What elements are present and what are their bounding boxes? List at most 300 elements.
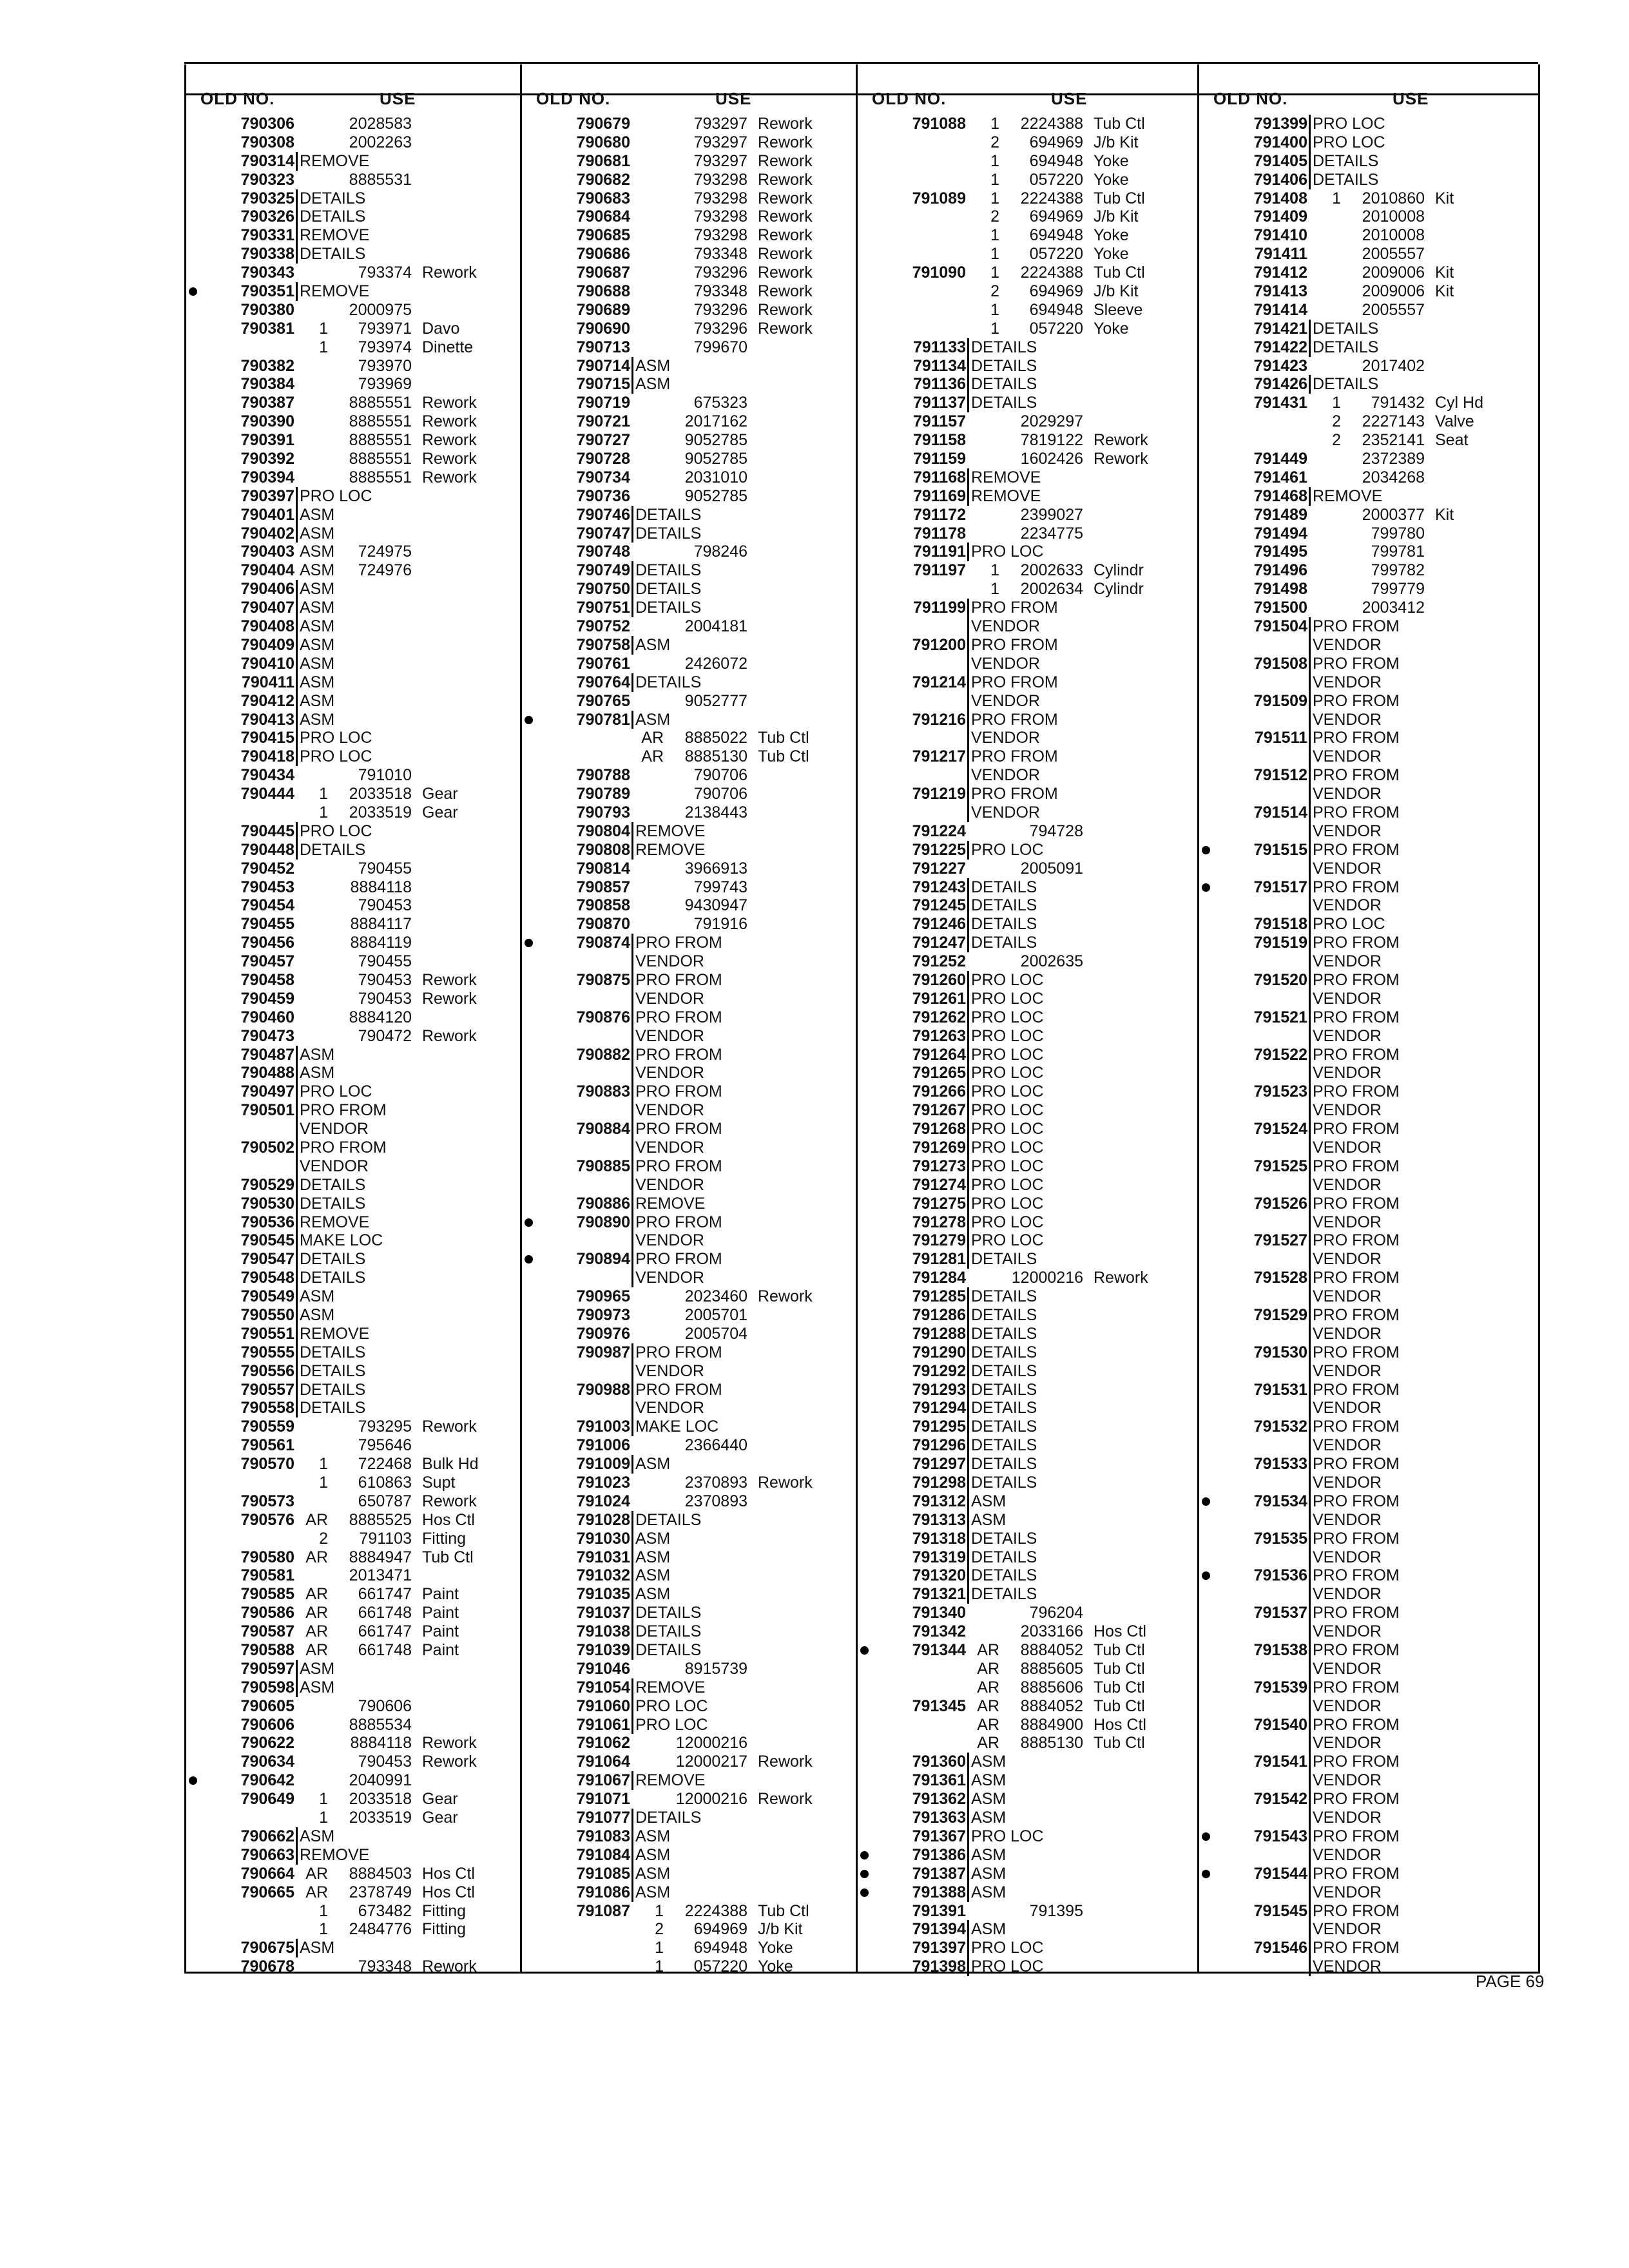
table-row xyxy=(1199,655,1536,673)
table-row xyxy=(858,1734,1197,1753)
use-cell xyxy=(1313,1902,1400,1921)
table-column-4 xyxy=(1199,64,1536,1976)
cell-divider xyxy=(1309,1418,1311,1436)
table-row xyxy=(186,1399,520,1418)
use-cell xyxy=(971,915,1037,934)
part-number: 8885605 xyxy=(1020,1659,1083,1678)
use-cell xyxy=(971,1771,1006,1790)
table-row xyxy=(186,952,520,971)
table-row xyxy=(1199,1082,1536,1101)
use-text: DETAILS xyxy=(971,1306,1037,1324)
cell-divider xyxy=(631,1716,633,1735)
part-note: Kit xyxy=(1435,282,1454,301)
old-number: 791279 xyxy=(912,1231,966,1250)
old-number: 790413 xyxy=(240,710,294,729)
old-number: 791084 xyxy=(576,1845,630,1864)
table-row xyxy=(1199,729,1536,747)
table-row xyxy=(858,1920,1197,1939)
table-row xyxy=(186,375,520,394)
part-number: 2040991 xyxy=(349,1771,412,1790)
use-text: VENDOR xyxy=(1313,1809,1382,1827)
cell-divider xyxy=(967,692,969,711)
old-number: 790551 xyxy=(240,1324,294,1343)
use-text: ASM xyxy=(971,1864,1007,1883)
old-number: 790874 xyxy=(576,934,630,952)
table-row xyxy=(1199,915,1536,934)
use-cell xyxy=(635,1492,747,1511)
use-text: PRO FROM xyxy=(300,1101,387,1120)
cell-divider xyxy=(1309,1809,1311,1827)
old-number: 791494 xyxy=(1253,524,1307,543)
use-cell xyxy=(300,394,477,412)
table-row xyxy=(186,282,520,301)
part-number: 2224388 xyxy=(1020,189,1083,207)
part-number: 8885551 xyxy=(349,431,412,450)
table-row xyxy=(186,860,520,878)
use-text: VENDOR xyxy=(971,803,1040,822)
table-row xyxy=(522,971,856,990)
use-text: PRO FROM xyxy=(1313,1827,1400,1845)
cell-divider xyxy=(296,245,298,264)
use-cell xyxy=(635,1827,670,1846)
cell-divider xyxy=(296,1176,298,1195)
part-note: Cylindr xyxy=(1094,561,1144,580)
use-text: ASM xyxy=(971,1771,1007,1790)
use-text: DETAILS xyxy=(971,1455,1037,1474)
table-row xyxy=(1199,896,1536,915)
cell-divider xyxy=(1309,1678,1311,1697)
old-number: 790326 xyxy=(240,207,294,226)
use-text: DETAILS xyxy=(635,505,702,524)
table-row xyxy=(858,431,1197,450)
quantity: 1 xyxy=(990,561,999,580)
cell-divider xyxy=(296,1306,298,1325)
cell-divider xyxy=(967,729,969,747)
old-number: 790501 xyxy=(240,1101,294,1120)
cell-divider xyxy=(967,1883,969,1902)
table-row xyxy=(522,1213,856,1232)
use-cell xyxy=(300,282,369,301)
use-cell xyxy=(635,1865,670,1883)
table-row xyxy=(1199,636,1536,655)
use-text: PRO FROM xyxy=(1313,970,1400,989)
table-row xyxy=(1199,468,1536,487)
part-note: Yoke xyxy=(1094,170,1129,189)
use-cell xyxy=(1313,1697,1382,1716)
old-number: 790736 xyxy=(576,486,630,505)
use-cell xyxy=(1313,1660,1382,1678)
use-cell xyxy=(1313,878,1400,897)
use-cell xyxy=(971,1809,1006,1827)
old-number: 791533 xyxy=(1253,1455,1307,1474)
use-cell xyxy=(635,1846,670,1865)
use-cell xyxy=(300,1883,475,1902)
cell-divider xyxy=(1309,1660,1311,1678)
use-cell xyxy=(1313,1399,1382,1418)
old-number: 791246 xyxy=(912,915,966,934)
cell-divider xyxy=(296,1213,298,1232)
part-number: 8885531 xyxy=(349,170,412,189)
cell-divider xyxy=(967,1399,969,1418)
cell-divider xyxy=(1309,655,1311,673)
cell-divider xyxy=(296,673,298,692)
table-row xyxy=(186,561,520,580)
old-number: 790343 xyxy=(240,264,294,282)
table-row xyxy=(1199,1269,1536,1287)
table-row xyxy=(186,1343,520,1362)
use-cell xyxy=(1313,338,1378,357)
use-cell xyxy=(971,1939,1044,1957)
part-number: 790453 xyxy=(358,970,412,989)
use-text: PRO LOC xyxy=(1313,915,1385,934)
use-text: DETAILS xyxy=(300,1361,366,1380)
old-number: 790884 xyxy=(576,1120,630,1139)
use-cell xyxy=(971,1883,1006,1902)
old-number: 791498 xyxy=(1253,580,1307,599)
old-number: 790581 xyxy=(240,1566,294,1585)
table-row xyxy=(522,320,856,338)
table-row xyxy=(186,133,520,152)
table-row xyxy=(858,1716,1197,1735)
use-cell xyxy=(300,841,365,860)
use-cell xyxy=(971,431,1148,450)
use-text: VENDOR xyxy=(1313,1436,1382,1455)
quantity: 1 xyxy=(319,338,328,356)
table-row xyxy=(522,115,856,133)
cell-divider xyxy=(631,599,633,617)
use-cell xyxy=(300,692,334,711)
use-cell xyxy=(1313,1511,1382,1530)
table-row xyxy=(522,1250,856,1269)
use-text: VENDOR xyxy=(1313,1287,1382,1306)
cell-divider xyxy=(631,1176,633,1195)
table-row xyxy=(1199,617,1536,636)
cell-divider xyxy=(296,1939,298,1957)
use-cell xyxy=(300,1530,466,1548)
part-note: Rework xyxy=(758,170,813,189)
old-number: 791387 xyxy=(912,1864,966,1883)
use-cell xyxy=(971,226,1129,245)
use-cell xyxy=(300,1008,412,1027)
cell-divider xyxy=(967,1865,969,1883)
table-row xyxy=(522,636,856,655)
use-cell xyxy=(300,207,365,226)
use-cell xyxy=(635,747,809,766)
use-cell xyxy=(300,1827,334,1846)
use-text: ASM xyxy=(300,691,335,710)
use-cell xyxy=(300,1418,477,1436)
table-row xyxy=(186,152,520,171)
part-note: Gear xyxy=(422,803,458,822)
old-number: 790679 xyxy=(576,115,630,133)
use-cell xyxy=(300,766,412,785)
table-row xyxy=(1199,952,1536,971)
use-text: DETAILS xyxy=(1313,319,1379,338)
use-text: DETAILS xyxy=(971,934,1037,952)
use-text: PRO LOC xyxy=(300,486,372,505)
use-cell xyxy=(635,692,747,711)
table-row xyxy=(1199,990,1536,1008)
use-cell xyxy=(300,1939,334,1957)
use-text: DETAILS xyxy=(971,1436,1037,1455)
use-text: DETAILS xyxy=(635,580,702,599)
use-text: PRO FROM xyxy=(1313,1939,1400,1957)
use-cell xyxy=(300,450,477,468)
table-row xyxy=(858,971,1197,990)
table-row xyxy=(858,1250,1197,1269)
use-text: ASM xyxy=(971,1492,1007,1510)
use-cell xyxy=(635,934,722,952)
use-text: REMOVE xyxy=(635,822,706,840)
bullet-marker-icon xyxy=(1202,1832,1210,1841)
use-text: DETAILS xyxy=(300,207,366,226)
use-text: REMOVE xyxy=(971,468,1041,486)
table-row xyxy=(522,915,856,934)
part-number: 793298 xyxy=(693,170,747,189)
old-number: 790502 xyxy=(240,1138,294,1157)
use-text: ASM xyxy=(971,1920,1007,1939)
table-row xyxy=(858,375,1197,394)
cell-divider xyxy=(631,1883,633,1902)
table-row xyxy=(858,1641,1197,1660)
use-text: VENDOR xyxy=(1313,1659,1382,1678)
table-row xyxy=(186,264,520,282)
use-text: ASM xyxy=(635,1455,671,1474)
cell-divider xyxy=(1309,171,1311,189)
old-number: 791269 xyxy=(912,1138,966,1157)
table-row xyxy=(858,338,1197,357)
cell-divider xyxy=(967,1082,969,1101)
old-number: 791546 xyxy=(1253,1939,1307,1957)
bullet-marker-icon xyxy=(525,1218,533,1227)
use-text: PRO LOC xyxy=(300,1082,372,1101)
use-cell xyxy=(300,375,412,394)
cell-divider xyxy=(967,1753,969,1771)
old-number: 791178 xyxy=(912,524,966,543)
table-row xyxy=(1199,1585,1536,1604)
old-number: 791406 xyxy=(1253,170,1307,189)
table-row xyxy=(522,1809,856,1827)
cell-divider xyxy=(967,1231,969,1250)
table-row xyxy=(1199,394,1536,412)
use-text: MAKE LOC xyxy=(635,1418,719,1436)
table-row xyxy=(858,1790,1197,1809)
use-cell xyxy=(1313,1716,1400,1735)
use-cell xyxy=(1313,1008,1400,1027)
old-number: 791028 xyxy=(576,1510,630,1529)
old-number: 790793 xyxy=(576,803,630,822)
old-number: 791400 xyxy=(1253,133,1307,151)
use-text: PRO FROM xyxy=(971,635,1058,654)
part-number: 661747 xyxy=(358,1622,412,1641)
old-number: 791273 xyxy=(912,1157,966,1175)
old-number: 790545 xyxy=(240,1231,294,1250)
part-number: 694948 xyxy=(1029,226,1083,245)
row-list xyxy=(186,115,520,1976)
table-column-1 xyxy=(186,64,520,1976)
use-text: PRO FROM xyxy=(635,934,722,952)
part-number: 2033518 xyxy=(349,785,412,803)
table-row xyxy=(1199,1678,1536,1697)
part-number: 2009006 xyxy=(1362,282,1425,301)
quantity: AR xyxy=(305,1641,328,1660)
table-row xyxy=(858,711,1197,729)
use-text: VENDOR xyxy=(971,766,1040,785)
table-row xyxy=(858,468,1197,487)
table-row xyxy=(522,1064,856,1082)
table-row xyxy=(858,785,1197,803)
use-cell xyxy=(1313,412,1474,431)
old-number: 790749 xyxy=(576,561,630,580)
use-cell xyxy=(300,1157,369,1176)
use-text: ASM xyxy=(635,710,671,729)
use-text: PRO FROM xyxy=(1313,1604,1400,1622)
old-number: 791133 xyxy=(912,338,966,356)
old-number: 790397 xyxy=(240,486,294,505)
use-text: PRO FROM xyxy=(635,1045,722,1064)
use-cell xyxy=(635,115,813,133)
table-row xyxy=(858,1381,1197,1399)
use-cell xyxy=(300,673,334,692)
quantity: AR xyxy=(977,1696,999,1715)
use-cell xyxy=(635,1046,722,1064)
use-text: ASM xyxy=(300,1306,335,1324)
use-cell xyxy=(971,115,1145,133)
use-text: PRO LOC xyxy=(971,1175,1044,1194)
part-note: Tub Ctl xyxy=(1094,1734,1145,1753)
old-number: 790876 xyxy=(576,1008,630,1026)
use-cell xyxy=(971,860,1083,878)
table-row xyxy=(522,766,856,785)
use-cell xyxy=(971,617,1040,636)
table-row xyxy=(858,1585,1197,1604)
part-note: Seat xyxy=(1435,431,1469,450)
use-cell xyxy=(971,1399,1037,1418)
use-text: PRO FROM xyxy=(1313,840,1400,859)
part-note: Kit xyxy=(1435,505,1454,524)
table-row xyxy=(186,1920,520,1939)
old-number: 790536 xyxy=(240,1213,294,1231)
use-cell xyxy=(635,1697,708,1716)
bullet-marker-icon xyxy=(189,1776,197,1785)
part-number: 2033519 xyxy=(349,1809,412,1827)
old-number: 790585 xyxy=(240,1585,294,1604)
use-cell xyxy=(300,1027,477,1046)
cell-divider xyxy=(967,1325,969,1343)
part-number: 790453 xyxy=(358,1753,412,1771)
use-cell xyxy=(1313,301,1425,320)
cell-divider xyxy=(1309,785,1311,803)
cell-divider xyxy=(967,1790,969,1809)
use-text: DETAILS xyxy=(971,394,1037,412)
use-cell xyxy=(1313,841,1400,860)
use-cell xyxy=(971,1790,1006,1809)
quantity: 2 xyxy=(1332,431,1341,450)
quantity: AR xyxy=(977,1715,999,1734)
use-text: VENDOR xyxy=(1313,822,1382,840)
old-number: 790606 xyxy=(240,1715,294,1734)
part-note: Cyl Hd xyxy=(1435,394,1484,412)
old-number: 790403 xyxy=(240,543,294,561)
table-row xyxy=(186,357,520,376)
use-text: ASM xyxy=(300,635,335,654)
part-note: Rework xyxy=(422,1734,477,1753)
use-cell xyxy=(300,1064,334,1082)
old-number: 791266 xyxy=(912,1082,966,1101)
cell-divider xyxy=(1309,1027,1311,1046)
use-cell xyxy=(300,115,412,133)
cell-divider xyxy=(967,1157,969,1176)
old-number: 790752 xyxy=(576,617,630,636)
table-row xyxy=(1199,1064,1536,1082)
cell-divider xyxy=(631,1809,633,1827)
bullet-marker-icon xyxy=(1202,846,1210,854)
use-text: VENDOR xyxy=(1313,1213,1382,1231)
table-row xyxy=(858,561,1197,580)
table-row xyxy=(1199,1660,1536,1678)
use-text: PRO FROM xyxy=(1313,1901,1400,1920)
use-cell xyxy=(971,1139,1044,1157)
part-note: Yoke xyxy=(758,1939,793,1957)
table-row xyxy=(522,1622,856,1641)
cell-divider xyxy=(631,1120,633,1139)
old-number: 791197 xyxy=(912,561,966,580)
table-row xyxy=(858,171,1197,189)
part-number: 661747 xyxy=(358,1585,412,1604)
old-number: 791461 xyxy=(1253,468,1307,486)
table-row xyxy=(186,636,520,655)
table-row xyxy=(186,1716,520,1735)
table-row xyxy=(1199,375,1536,394)
use-cell xyxy=(300,1101,387,1120)
use-text: REMOVE xyxy=(1313,486,1383,505)
old-number: 790459 xyxy=(240,989,294,1008)
quantity: AR xyxy=(305,1864,328,1883)
use-cell xyxy=(635,1678,705,1697)
use-text: PRO FROM xyxy=(635,1213,722,1231)
table-row xyxy=(186,915,520,934)
cell-divider xyxy=(967,1120,969,1139)
old-number: 791530 xyxy=(1253,1343,1307,1361)
old-number: 790457 xyxy=(240,952,294,971)
table-row xyxy=(522,226,856,245)
use-text: ASM xyxy=(635,1883,671,1901)
cell-divider xyxy=(1309,711,1311,729)
old-number: 791489 xyxy=(1253,505,1307,524)
cell-divider xyxy=(967,747,969,766)
old-number: 790394 xyxy=(240,468,294,486)
table-row xyxy=(858,282,1197,301)
part-number: 8884118 xyxy=(350,1734,412,1753)
table-row xyxy=(858,636,1197,655)
use-cell xyxy=(1313,766,1400,785)
cell-divider xyxy=(296,636,298,655)
use-cell xyxy=(971,971,1044,990)
part-number: 799782 xyxy=(1371,561,1425,580)
use-cell xyxy=(971,394,1037,412)
use-cell xyxy=(1313,1530,1400,1548)
part-note: Tub Ctl xyxy=(758,747,809,766)
part-number: 2005704 xyxy=(684,1324,747,1343)
use-text: DETAILS xyxy=(300,1399,366,1418)
table-row xyxy=(858,1008,1197,1027)
old-number: 790409 xyxy=(240,635,294,654)
cell-divider xyxy=(967,915,969,934)
use-text: DETAILS xyxy=(300,245,366,264)
cell-divider xyxy=(967,1511,969,1530)
table-row xyxy=(186,543,520,561)
use-text: PRO LOC xyxy=(971,1120,1044,1139)
